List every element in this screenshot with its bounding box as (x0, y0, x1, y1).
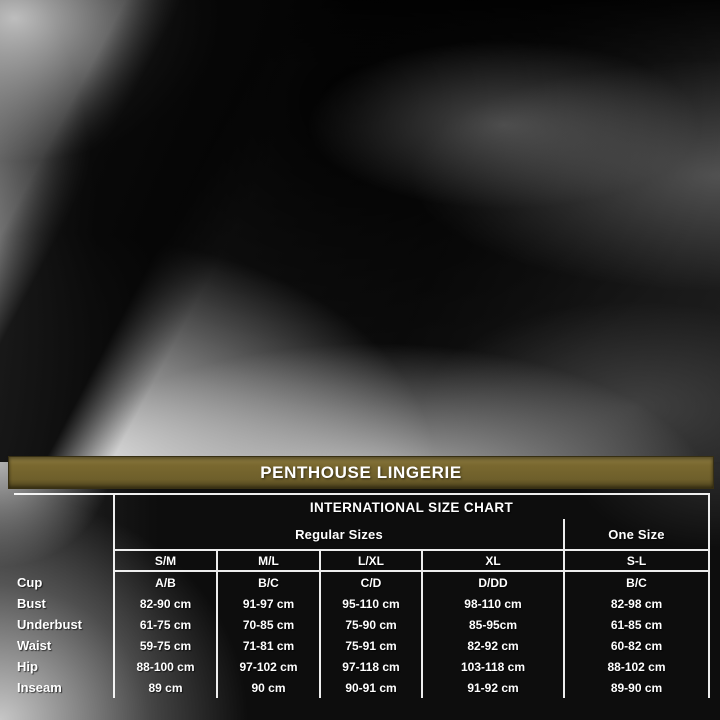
cell-bust-ml: 91-97 cm (216, 593, 319, 614)
col-header-l-xl: L/XL (319, 549, 421, 572)
cell-hip-xl: 103-118 cm (421, 656, 563, 677)
cell-hip-sl: 88-102 cm (563, 656, 710, 677)
row-label-hip: Hip (17, 659, 38, 674)
cell-underbust-sl: 61-85 cm (563, 614, 710, 635)
cell-inseam-xl: 91-92 cm (421, 677, 563, 698)
col-header-s-l: S-L (563, 549, 710, 572)
cell-cup-sl: B/C (563, 572, 710, 593)
row-label-cup: Cup (17, 575, 43, 590)
group-header-regular-sizes: Regular Sizes (113, 519, 563, 549)
cell-cup-xl: D/DD (421, 572, 563, 593)
cell-bust-xl: 98-110 cm (421, 593, 563, 614)
cell-cup-lxl: C/D (319, 572, 421, 593)
cell-waist-ml: 71-81 cm (216, 635, 319, 656)
cell-waist-lxl: 75-91 cm (319, 635, 421, 656)
cell-underbust-sm: 61-75 cm (113, 614, 216, 635)
row-label-underbust: Underbust (17, 617, 82, 632)
cell-hip-sm: 88-100 cm (113, 656, 216, 677)
cell-underbust-lxl: 75-90 cm (319, 614, 421, 635)
cell-bust-sm: 82-90 cm (113, 593, 216, 614)
cell-bust-sl: 82-98 cm (563, 593, 710, 614)
group-spacer (14, 519, 113, 549)
col-header-m-l: M/L (216, 549, 319, 572)
cell-inseam-lxl: 90-91 cm (319, 677, 421, 698)
cell-inseam-sl: 89-90 cm (563, 677, 710, 698)
cell-inseam-sm: 89 cm (113, 677, 216, 698)
col-header-s-m: S/M (113, 549, 216, 572)
cell-underbust-ml: 70-85 cm (216, 614, 319, 635)
corner-spacer (14, 493, 113, 519)
header-spacer (14, 549, 113, 572)
cell-waist-xl: 82-92 cm (421, 635, 563, 656)
col-header-xl: XL (421, 549, 563, 572)
cell-waist-sm: 59-75 cm (113, 635, 216, 656)
cell-underbust-xl: 85-95cm (421, 614, 563, 635)
cell-cup-ml: B/C (216, 572, 319, 593)
cell-cup-sm: A/B (113, 572, 216, 593)
size-chart-table (14, 493, 710, 698)
row-label-waist: Waist (17, 638, 52, 653)
brand-banner (8, 456, 714, 489)
cell-bust-lxl: 95-110 cm (319, 593, 421, 614)
brand-name: PENTHOUSE LINGERIE (260, 462, 462, 482)
row-label-bust: Bust (17, 596, 46, 611)
group-header-one-size: One Size (563, 519, 710, 549)
cell-hip-ml: 97-102 cm (216, 656, 319, 677)
cell-inseam-ml: 90 cm (216, 677, 319, 698)
size-chart-title: INTERNATIONAL SIZE CHART (113, 493, 710, 519)
row-label-inseam: Inseam (17, 680, 62, 695)
cell-waist-sl: 60-82 cm (563, 635, 710, 656)
cell-hip-lxl: 97-118 cm (319, 656, 421, 677)
